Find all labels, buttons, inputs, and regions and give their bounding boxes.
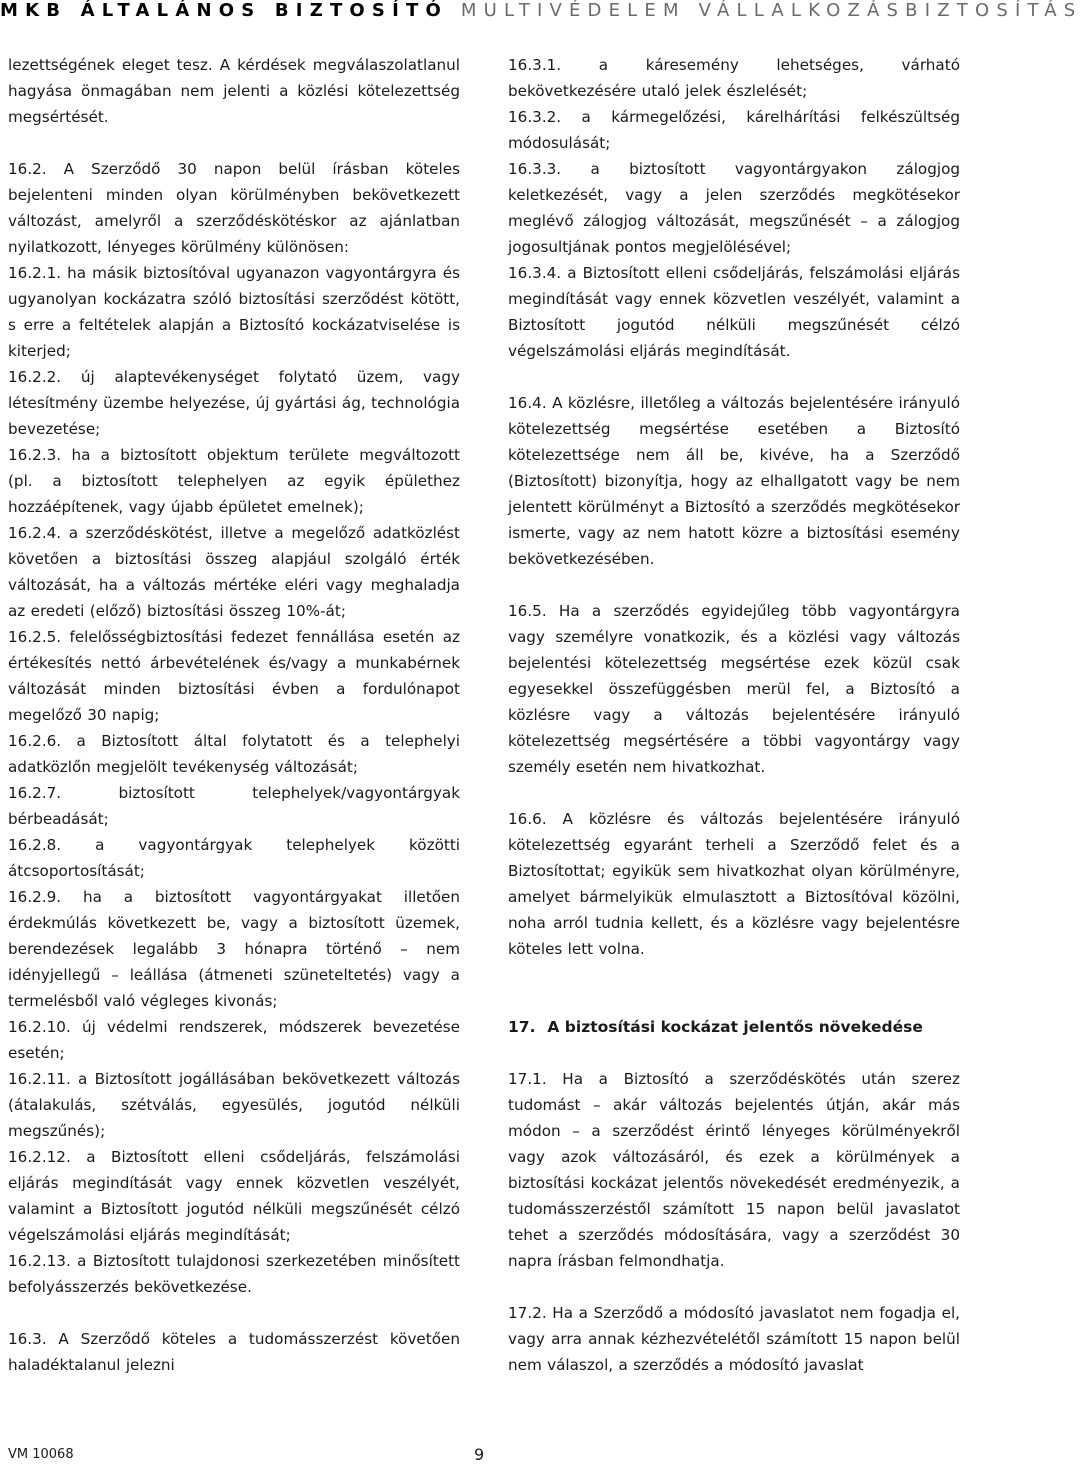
clause-16-2-12: 16.2.12. a Biztosított elleni csődeljárás, felszámolási eljárás megindítását vagy ennek közvetlen veszélyét, valamint a Biztosított jogutód nélküli megszűnését célzó végelszámolási eljárás megindítását; bbox=[8, 1148, 460, 1244]
left-column bbox=[8, 52, 460, 1378]
header-doc-type: MULTIVÉDELEM VÁLLALKOZÁSBIZTOSÍTÁS bbox=[460, 0, 1082, 21]
clause-16-3-3: 16.3.3. a biztosított vagyontárgyakon zálogjog keletkezését, vagy a jelen szerződés megkötésekor meglévő zálogjog változását, megszűnését – a zálogjog jogosultjának pontos megjelölésével; bbox=[508, 160, 960, 256]
clause-16-5: 16.5. Ha a szerződés egyidejűleg több vagyontárgyra vagy személyre vonatkozik, és a közlési vagy változás bejelentési kötelezettség megsértése ezek közül csak egyesekkel összefüggésben merül fel, a Biztosító a közlésre vagy a változás bejelentésére irányuló kötelezettség megsértésére a többi vagyontárgy vagy személy esetén nem hivatkozhat. bbox=[508, 602, 960, 776]
clause-16-2-6: 16.2.6. a Biztosított által folytatott és a telephelyi adatközlőn megjelölt tevékenység változását; bbox=[8, 732, 460, 776]
clause-16-2-11: 16.2.11. a Biztosított jogállásában bekövetkezett változás (átalakulás, szétválás, egyesülés, jogutód nélküli megszűnés); bbox=[8, 1070, 460, 1140]
clause-16-2-8: 16.2.8. a vagyontárgyak telephelyek közötti átcsoportosítását; bbox=[8, 836, 460, 880]
page-number: 9 bbox=[474, 1445, 485, 1464]
clause-16-2-9: 16.2.9. ha a biztosított vagyontárgyakat illetően érdekmúlás következett be, vagy a biztosított üzemek, berendezések legalább 3 hónapra történő – nem idényjellegű – leállása (átmeneti szüneteltetés) vagy a termelésből való végleges kivonás; bbox=[8, 888, 460, 1010]
clause-16-2-1: 16.2.1. ha másik biztosítóval ugyanazon vagyontárgyra és ugyanolyan kockázatra szóló biztosítási szerződést kötött, s erre a feltételek alapján a Biztosító kockázatviselése is kiterjed; bbox=[8, 264, 460, 360]
header-company: MKB ÁLTALÁNOS BIZTOSÍTÓ bbox=[0, 0, 448, 21]
clause-16-6: 16.6. A közlésre és változás bejelentésére irányuló kötelezettség egyaránt terheli a Szerződő felet és a Biztosítottat; egyikük sem hivatkozhat olyan körülményre, amelyet bármelyikük elmulasztott a Biztosítóval közölni, noha arról tudnia kellett, és a közlésre vagy bejelentésre köteles lett volna. bbox=[508, 810, 960, 958]
clause-16-2-5: 16.2.5. felelősségbiztosítási fedezet fennállása esetén az értékesítés nettó árbevételének és/vagy a munkabérnek változását minden biztosítási évben a fordulónapot megelőző 30 napig; bbox=[8, 628, 460, 724]
section-17-number: 17. bbox=[508, 1018, 536, 1036]
clause-16-2-13: 16.2.13. a Biztosított tulajdonosi szerkezetében minősített befolyásszerzés bekövetkezése. bbox=[8, 1252, 460, 1296]
clause-16-3-4: 16.3.4. a Biztosított elleni csődeljárás, felszámolási eljárás megindítását vagy ennek közvetlen veszélyét, valamint a Biztosított jogutód nélküli megszűnését célzó végelszámolási eljárás megindítását. bbox=[508, 264, 960, 360]
clause-16-4: 16.4. A közlésre, illetőleg a változás bejelentésére irányuló kötelezettség megsértése esetében a Biztosító kötelezettsége nem áll be, kivéve, ha a Szerződő (Biztosított) bizonyítja, hogy az elhallgatott vagy be nem jelentett körülményt a Biztosító a szerződés megkötésekor ismerte, vagy az nem hatott közre a biztosítási esemény bekövetkezésében. bbox=[508, 394, 960, 568]
clause-16-2: 16.2. A Szerződő 30 napon belül írásban köteles bejelenteni minden olyan körülményben bekövetkezett változást, amelyről a szerződéskötéskor az ajánlatban nyilatkozott, lényeges körülmény különösen: bbox=[8, 160, 460, 256]
clause-17-1: 17.1. Ha a Biztosító a szerződéskötés után szerez tudomást – akár változás bejelentés útján, akár más módon – a szerződést érintő lényeges körülményekről vagy azok változásáról, és ezek a körülmények a biztosítási kockázat jelentős növekedését eredményezik, a tudomásszerzéstől számított 15 napon belül javaslatot tehet a szerződés módosítására, vagy a szerződést 30 napra írásban felmondhatja. bbox=[508, 1070, 960, 1270]
clause-16-2-7: 16.2.7. biztosított telephelyek/vagyontárgyak bérbeadását; bbox=[8, 784, 460, 828]
section-17-heading bbox=[508, 1014, 960, 1040]
clause-16-2-2: 16.2.2. új alaptevékenységet folytató üzem, vagy létesítmény üzembe helyezése, új gyártási ág, technológia bevezetése; bbox=[8, 368, 460, 438]
footer-document-code: VM 10068 bbox=[8, 1447, 74, 1462]
clause-16-3: 16.3. A Szerződő köteles a tudomásszerzést követően haladéktalanul jelezni bbox=[8, 1330, 460, 1374]
right-column bbox=[508, 52, 960, 1378]
running-header bbox=[0, 0, 1082, 26]
clause-16-3-2: 16.3.2. a kármegelőzési, kárelhárítási felkészültség módosulását; bbox=[508, 108, 960, 152]
clause-17-2: 17.2. Ha a Szerződő a módosító javaslatot nem fogadja el, vagy arra annak kézhezvételétől számított 15 napon belül nem válaszol, a szerződés a módosító javaslat bbox=[508, 1304, 960, 1374]
clause-16-2-10: 16.2.10. új védelmi rendszerek, módszerek bevezetése esetén; bbox=[8, 1018, 460, 1062]
clause-16-3-1: 16.3.1. a káresemény lehetséges, várható bekövetkezésére utaló jelek észlelését; bbox=[508, 56, 960, 100]
clause-16-2-4: 16.2.4. a szerződéskötést, illetve a megelőző adatközlést követően a biztosítási összeg alapjául szolgáló érték változását, ha a változás mértéke eléri vagy meghaladja az eredeti (előző) biztosítási összeg 10%-át; bbox=[8, 524, 460, 620]
clause-16-2-3: 16.2.3. ha a biztosított objektum területe megváltozott (pl. a biztosított telephelyen az egyik épülethez hozzáépítenek, vagy újabb épületet emelnek); bbox=[8, 446, 460, 516]
section-17-title: A biztosítási kockázat jelentős növekedése bbox=[547, 1018, 923, 1036]
paragraph-continuation: lezettségének eleget tesz. A kérdések megválaszolatlanul hagyása önmagában nem jelenti a közlési kötelezettség megsértését. bbox=[8, 56, 460, 126]
